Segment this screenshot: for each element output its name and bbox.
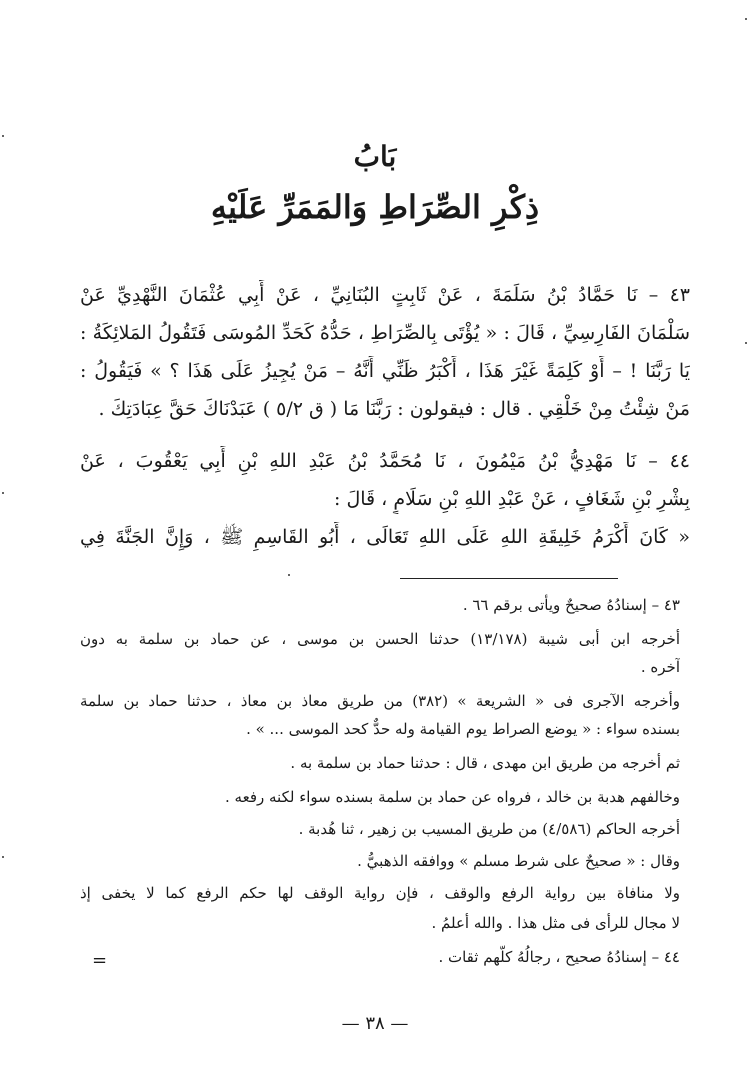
- chapter-label: بَابُ: [353, 140, 397, 173]
- hadith-44-line-3: « كَانَ أَكْرَمُ خَلِيقَةِ اللهِ عَلَى اللهِ تَعَالَى ، أَبُو القَاسِمِ ﷺ ، وَإِنَّ الجَنَّةَ فِي: [80, 526, 690, 548]
- scan-speck: [288, 574, 290, 576]
- footnote-line: آخره .: [640, 658, 680, 676]
- scan-speck: [2, 492, 4, 494]
- hadith-44-line-1: ٤٤ – نَا مَهْدِيُّ بْنُ مَيْمُونَ ، نَا مُحَمَّدُ بْنُ عَبْدِ اللهِ بْنِ أَبِي يَعْقُوبَ ، عَنْ: [80, 450, 690, 472]
- footnote-line: بسنده سواء : « يوضع الصراط يوم القيامة وله حدٌّ كحد الموسى ... » .: [246, 720, 680, 738]
- footnote-separator: [400, 578, 618, 579]
- scan-speck: [745, 18, 747, 20]
- hadith-43-line-4: مَنْ شِئْتُ مِنْ خَلْقِي . قال : فيقولون : رَبَّنَا مَا ( ق ٥/٢ ) عَبَدْنَاكَ حَقَّ عِبَادَتِكَ .: [98, 398, 690, 420]
- footnote-line: أخرجه ابن أبى شيبة (١٣/١٧٨) حدثنا الحسن بن موسى ، عن حماد بن سلمة به دون: [80, 630, 680, 648]
- scan-speck: [2, 856, 4, 858]
- hadith-43-line-1: ٤٣ – نَا حَمَّادُ بْنُ سَلَمَةَ ، عَنْ ثَابِتٍ البُنَانِيِّ ، عَنْ أَبِي عُثْمَانَ النَّهْدِيِّ عَنْ: [80, 284, 690, 306]
- scan-speck: [745, 342, 747, 344]
- footnote-line: ولا منافاة بين رواية الرفع والوقف ، فإن رواية الوقف لها حكم الرفع كما لا يخفى إذ: [80, 884, 680, 902]
- chapter-title: ذِكْرِ الصِّرَاطِ وَالمَمَرِّ عَلَيْهِ: [210, 188, 540, 226]
- footnote-line: لا مجال للرأى فى مثل هذا . والله أعلمُ .: [431, 914, 680, 932]
- footnote-line: أخرجه الحاكم (٤/٥٨٦) من طريق المسيب بن زهير ، ثنا هُدبة .: [298, 820, 680, 838]
- footnote-line: ٤٤ – إسنادُهُ صحيح ، رجالُهُ كلُّهم ثقات .: [438, 948, 680, 966]
- footnote-line: ثم أخرجه من طريق ابن مهدى ، قال : حدثنا حماد بن سلمة به .: [290, 754, 680, 772]
- continuation-mark: =: [92, 950, 108, 971]
- page-number: — ٣٨ —: [341, 1013, 409, 1034]
- hadith-43-line-2: سَلْمَانَ الفَارِسِيِّ ، قَالَ : « يُؤْتَى بِالصِّرَاطِ ، حَدُّهُ كَحَدِّ المُوسَى فَتَقُولُ المَلائِكَةُ :: [80, 322, 690, 344]
- scan-speck: [2, 135, 4, 137]
- hadith-44-line-2: بِشْرِ بْنِ شَغَافٍ ، عَنْ عَبْدِ اللهِ بْنِ سَلَامٍ ، قَالَ :: [334, 488, 690, 510]
- footnote-line: وأخرجه الآجرى فى « الشريعة » (٣٨٢) من طريق معاذ بن معاذ ، حدثنا حماد بن سلمة: [80, 692, 680, 710]
- hadith-43-line-3: يَا رَبَّنَا ! – أَوْ كَلِمَةً غَيْرَ هَذَا ، أَكْبَرُ ظَنِّي أَنَّهُ – مَنْ يُجِيزُ عَلَى هَذَا ؟ » فَيَقُولُ :: [80, 360, 690, 382]
- footnote-line: وخالفهم هدبة بن خالد ، فرواه عن حماد بن سلمة بسنده سواء لكنه رفعه .: [225, 788, 680, 806]
- footnote-line: ٤٣ – إسنادُهُ صحيحٌ ويأتى برقم ٦٦ .: [462, 596, 680, 614]
- footnote-line: وقال : « صحيحٌ على شرط مسلم » ووافقه الذهبيُّ .: [357, 852, 680, 870]
